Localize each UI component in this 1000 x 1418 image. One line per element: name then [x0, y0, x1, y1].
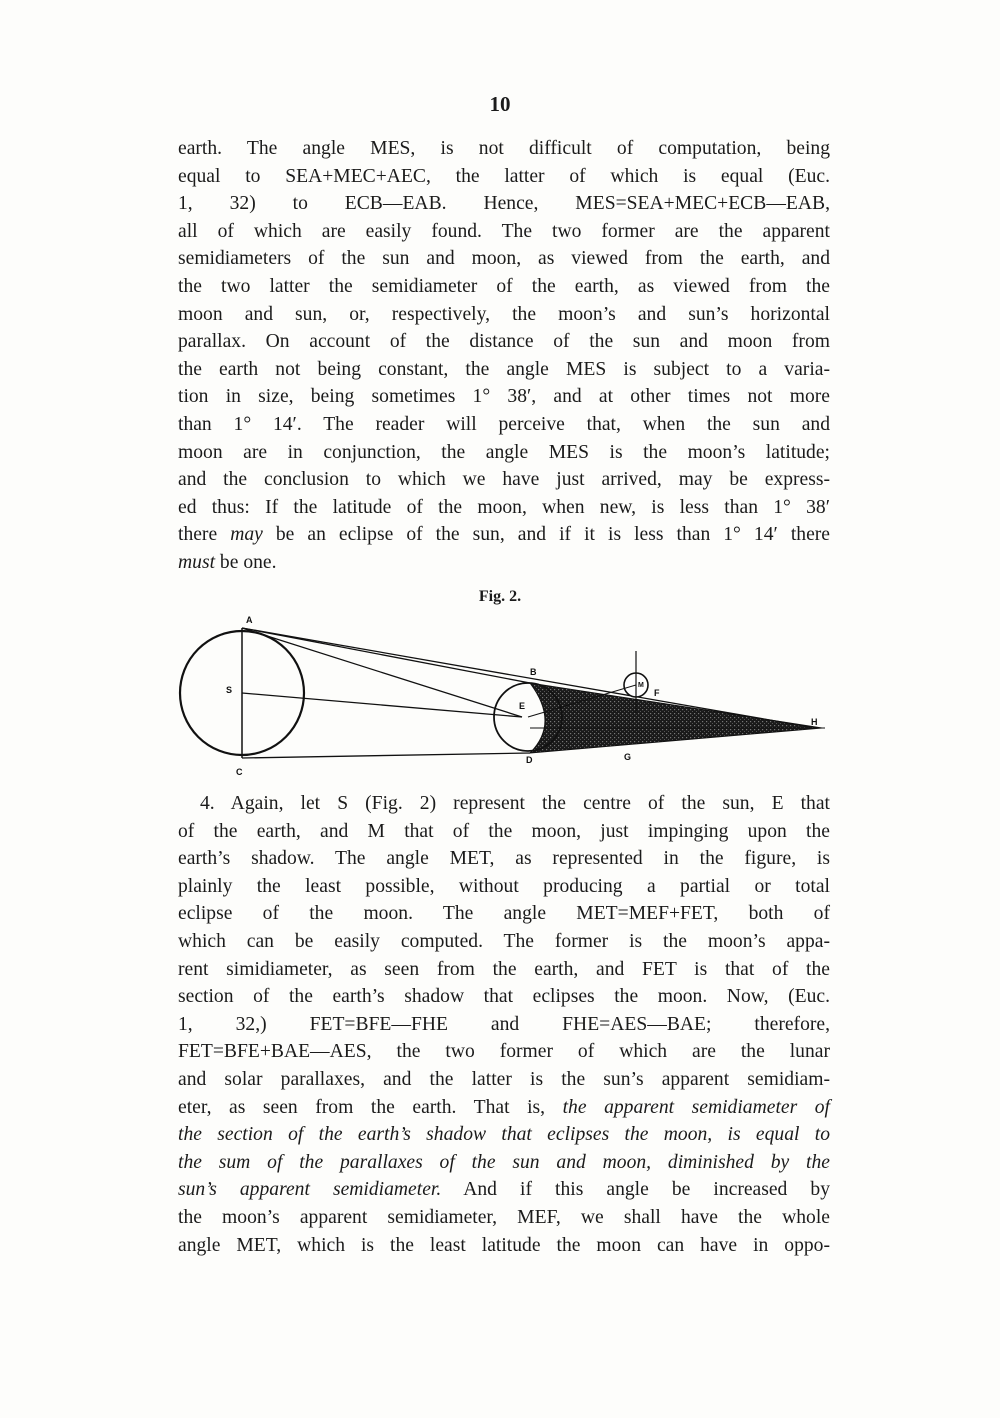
italic-text: the apparent semidiameter of — [562, 1096, 830, 1118]
text-line: moon and sun, or, respectively, the moon’s and sun’s horizontal — [178, 303, 830, 325]
text-line: 4. Again, let S (Fig. 2) represent the centre of the sun, E that — [200, 793, 830, 814]
text-line: and the conclusion to which we have just arrived, may be express- — [178, 469, 830, 491]
label-A: A — [246, 615, 253, 625]
text-line: moon are in conjunction, the angle MES is the moon’s latitude; — [178, 441, 830, 463]
text-line — [178, 1094, 830, 1122]
label-D: D — [526, 755, 533, 765]
text-line — [178, 521, 830, 549]
italic-line: the sum of the parallaxes of the sun and moon, diminished by the — [178, 1151, 830, 1173]
text-line: 1, 32,) FET=BFE—FHE and FHE=AES—BAE; therefore, — [178, 1013, 830, 1035]
italic-text: must — [178, 551, 216, 573]
text-line: which can be easily computed. The former is the moon’s appa- — [178, 930, 830, 952]
line-SE — [242, 693, 522, 717]
text-line: of the earth, and M that of the moon, just impinging upon the — [178, 820, 830, 842]
text-line: the two latter the semidiameter of the earth, as viewed from the — [178, 275, 830, 297]
label-M: M — [638, 682, 644, 689]
text-line: plainly the least possible, without producing a partial or total — [178, 875, 830, 897]
text-line: 1, 32) to ECB—EAB. Hence, MES=SEA+MEC+ECB—EAB, — [178, 193, 830, 215]
label-H: H — [811, 717, 818, 727]
text-line: FET=BFE+BAE—AES, the two former of which are the lunar — [178, 1041, 830, 1063]
text-line: section of the earth’s shadow that eclipses the moon. Now, (Euc. — [178, 986, 830, 1008]
text-line: than 1° 14′. The reader will perceive that, when the sun and — [178, 413, 830, 435]
earth-shadow — [530, 683, 822, 753]
label-F: F — [654, 688, 660, 698]
label-B: B — [530, 667, 537, 677]
text-line: all of which are easily found. The two former are the apparent — [178, 220, 830, 242]
italic-text: sun’s apparent semidiameter. — [178, 1179, 442, 1201]
text-run: eter, as seen from the earth. That is, — [178, 1096, 563, 1118]
eclipse-diagram — [170, 605, 840, 785]
label-S: S — [226, 685, 233, 695]
text-run: And if this angle be increased by — [441, 1179, 830, 1201]
text-line: rent simidiameter, as seen from the earth, and FET is that of the — [178, 958, 830, 980]
text-line — [178, 1176, 830, 1204]
text-run: be one. — [215, 551, 277, 573]
line-AH — [242, 628, 810, 727]
text-line — [178, 549, 830, 577]
text-run: be an eclipse of the sun, and if it is less than 1° 14′ there — [262, 524, 830, 546]
text-line: ed thus: If the latitude of the moon, when new, is less than 1° 38′ — [178, 496, 830, 518]
label-G: G — [624, 752, 632, 762]
text-line: tion in size, being sometimes 1° 38′, and at other times not more — [178, 386, 830, 408]
italic-line: the section of the earth’s shadow that eclipses the moon, is equal to — [178, 1124, 830, 1146]
text-line: earth. The angle MES, is not difficult of computation, being — [178, 138, 830, 159]
figure-caption: Fig. 2. — [478, 588, 522, 605]
page-number: 10 — [489, 92, 511, 116]
text-line: semidiameters of the sun and moon, as viewed from the earth, and — [178, 248, 830, 270]
text-line: angle MET, which is the least latitude the moon can have in oppo- — [178, 1234, 830, 1256]
paragraph-1 — [178, 135, 830, 577]
text-line: parallax. On account of the distance of the sun and moon from — [178, 331, 830, 353]
text-line: equal to SEA+MEC+AEC, the latter of which is equal (Euc. — [178, 165, 830, 187]
text-line: the moon’s apparent semidiameter, MEF, we shall have the whole — [178, 1206, 830, 1228]
line-AB — [242, 628, 530, 683]
text-line: eclipse of the moon. The angle MET=MEF+FET, both of — [178, 903, 830, 925]
paragraph-2 — [178, 790, 830, 1259]
text-line: earth’s shadow. The angle MET, as represented in the figure, is — [178, 848, 830, 870]
line-CD — [242, 753, 530, 758]
line-AE — [242, 628, 522, 717]
label-C: C — [236, 767, 243, 777]
text-run: there — [178, 524, 231, 546]
italic-text: may — [230, 524, 263, 546]
label-E: E — [519, 701, 526, 711]
text-line: the earth not being constant, the angle MES is subject to a varia- — [178, 358, 830, 380]
text-line: and solar parallaxes, and the latter is the sun’s apparent semidiam- — [178, 1068, 830, 1090]
